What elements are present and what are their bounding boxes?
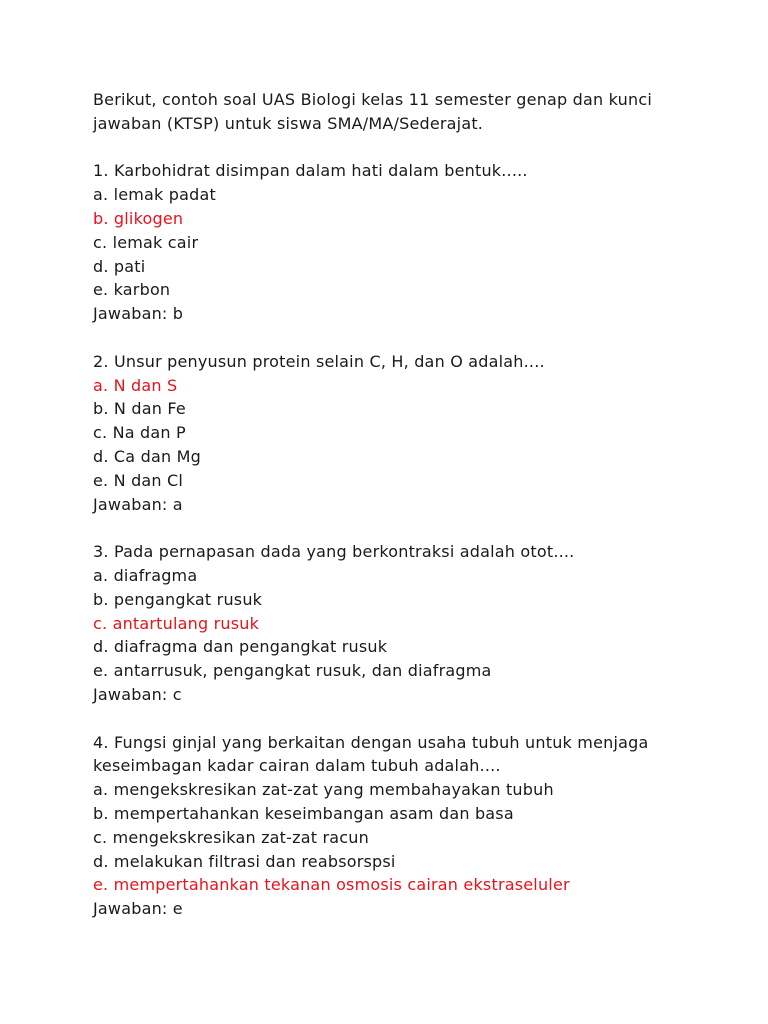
question-text: 1. Karbohidrat disimpan dalam hati dalam bentuk..... xyxy=(93,161,528,181)
question-text: 3. Pada pernapasan dada yang berkontraksi adalah otot.... xyxy=(93,542,575,562)
intro-paragraph xyxy=(93,88,708,136)
option-e-correct: e. mempertahankan tekanan osmosis cairan ekstraseluler xyxy=(93,875,570,895)
answer-key: Jawaban: b xyxy=(93,304,184,324)
answer-key: Jawaban: a xyxy=(93,494,183,514)
question-text: keseimbagan kadar cairan dalam tubuh adalah.... xyxy=(93,756,501,776)
option-a-correct: a. N dan S xyxy=(93,375,178,395)
option-d: d. pati xyxy=(93,256,146,276)
option-e: e. antarrusuk, pengangkat rusuk, dan diafragma xyxy=(93,661,492,681)
intro-line: Berikut, contoh soal UAS Biologi kelas 11 semester genap dan kunci xyxy=(93,90,652,109)
intro-line: jawaban (KTSP) untuk siswa SMA/MA/Sederajat. xyxy=(93,113,484,133)
option-c: c. lemak cair xyxy=(93,232,199,252)
option-d: d. Ca dan Mg xyxy=(93,446,201,466)
option-a: a. lemak padat xyxy=(93,185,217,205)
question-3 xyxy=(93,540,708,707)
question-text: 2. Unsur penyusun protein selain C, H, dan O adalah.... xyxy=(93,351,545,371)
question-4 xyxy=(93,731,708,921)
option-e: e. karbon xyxy=(93,280,171,300)
option-c: c. Na dan P xyxy=(93,423,186,443)
option-c: c. mengekskresikan zat-zat racun xyxy=(93,827,369,847)
question-1 xyxy=(93,159,708,326)
option-c-correct: c. antartulang rusuk xyxy=(93,613,260,633)
answer-key: Jawaban: c xyxy=(93,684,182,704)
question-2 xyxy=(93,350,708,517)
option-a: a. mengekskresikan zat-zat yang membahayakan tubuh xyxy=(93,780,554,800)
option-b: b. mempertahankan keseimbangan asam dan basa xyxy=(93,803,514,823)
option-d: d. melakukan filtrasi dan reabsorspsi xyxy=(93,851,396,871)
option-d: d. diafragma dan pengangkat rusuk xyxy=(93,637,388,657)
question-text: 4. Fungsi ginjal yang berkaitan dengan usaha tubuh untuk menjaga xyxy=(93,732,649,752)
option-b-correct: b. glikogen xyxy=(93,208,184,228)
option-a: a. diafragma xyxy=(93,565,198,585)
option-e: e. N dan Cl xyxy=(93,470,184,490)
option-b: b. pengangkat rusuk xyxy=(93,589,263,609)
option-b: b. N dan Fe xyxy=(93,399,186,419)
answer-key: Jawaban: e xyxy=(93,899,183,919)
